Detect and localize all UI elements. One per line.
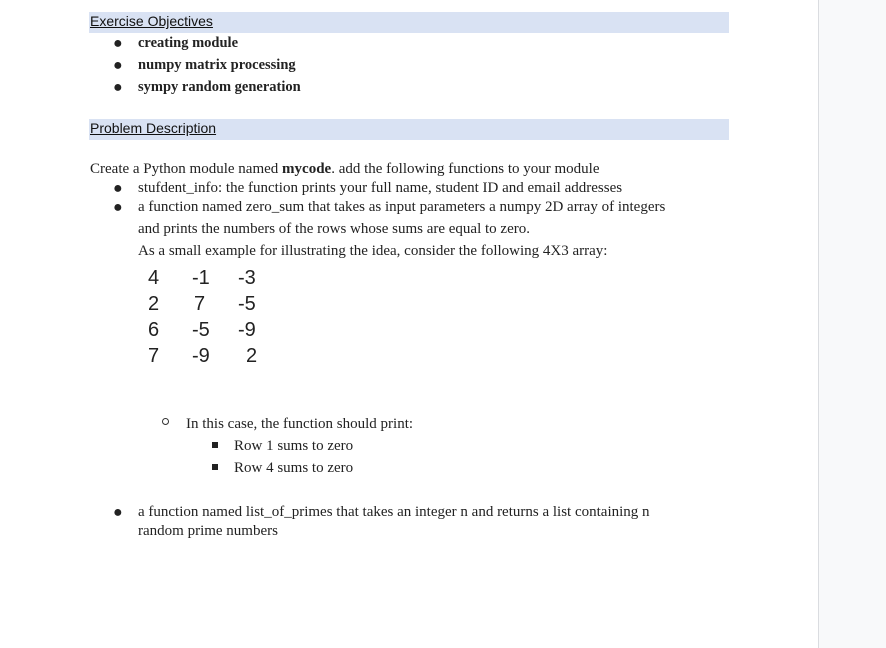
matrix-cell: 2 bbox=[148, 293, 160, 315]
function-item-zero-sum-line2: and prints the numbers of the rows whose sums are equal to zero. bbox=[138, 221, 530, 237]
sub-sub-item: Row 1 sums to zero bbox=[234, 438, 354, 454]
objective-item: numpy matrix processing bbox=[138, 57, 296, 73]
matrix-cell: 2 bbox=[246, 345, 258, 367]
matrix-cell: 7 bbox=[148, 345, 160, 367]
objective-item: creating module bbox=[138, 35, 239, 51]
bullet-dot: ● bbox=[113, 79, 123, 96]
objective-item: sympy random generation bbox=[138, 79, 301, 95]
sub-sub-item: Row 4 sums to zero bbox=[234, 460, 354, 476]
bullet-dot: ● bbox=[113, 57, 123, 74]
matrix-cell: -9 bbox=[238, 319, 256, 341]
problem-heading: Problem Description bbox=[90, 120, 217, 136]
bullet-dot: ● bbox=[113, 180, 123, 197]
square-bullet-icon bbox=[212, 442, 218, 448]
circle-bullet-icon bbox=[162, 418, 169, 425]
matrix-cell: 4 bbox=[148, 267, 160, 289]
matrix-cell: -9 bbox=[192, 345, 210, 367]
intro-text: . add the following functions to your module bbox=[331, 161, 600, 177]
intro-text: Create a Python module named bbox=[90, 161, 283, 177]
matrix-cell: -3 bbox=[238, 267, 256, 289]
matrix-cell: 6 bbox=[148, 319, 160, 341]
square-bullet-icon bbox=[212, 464, 218, 470]
bullet-dot: ● bbox=[113, 35, 123, 52]
matrix-cell: -5 bbox=[238, 293, 256, 315]
matrix-cell: -5 bbox=[192, 319, 210, 341]
function-item-student-info: stufdent_info: the function prints your full name, student ID and email addresses bbox=[138, 180, 623, 196]
function-item-list-of-primes-line2: random prime numbers bbox=[138, 523, 278, 539]
module-name: mycode bbox=[282, 161, 332, 177]
intro-paragraph bbox=[90, 159, 600, 179]
function-item-zero-sum-line3: As a small example for illustrating the idea, consider the following 4X3 array: bbox=[138, 243, 608, 259]
matrix-cell: -1 bbox=[192, 267, 210, 289]
function-item-zero-sum: a function named zero_sum that takes as input parameters a numpy 2D array of integers bbox=[138, 199, 666, 215]
bullet-dot: ● bbox=[113, 199, 123, 216]
matrix-cell: 7 bbox=[194, 293, 206, 315]
bullet-dot: ● bbox=[113, 504, 123, 521]
function-item-list-of-primes: a function named list_of_primes that takes an integer n and returns a list containing n bbox=[138, 504, 650, 520]
objectives-heading: Exercise Objectives bbox=[90, 13, 213, 29]
sub-item: In this case, the function should print: bbox=[186, 416, 414, 432]
